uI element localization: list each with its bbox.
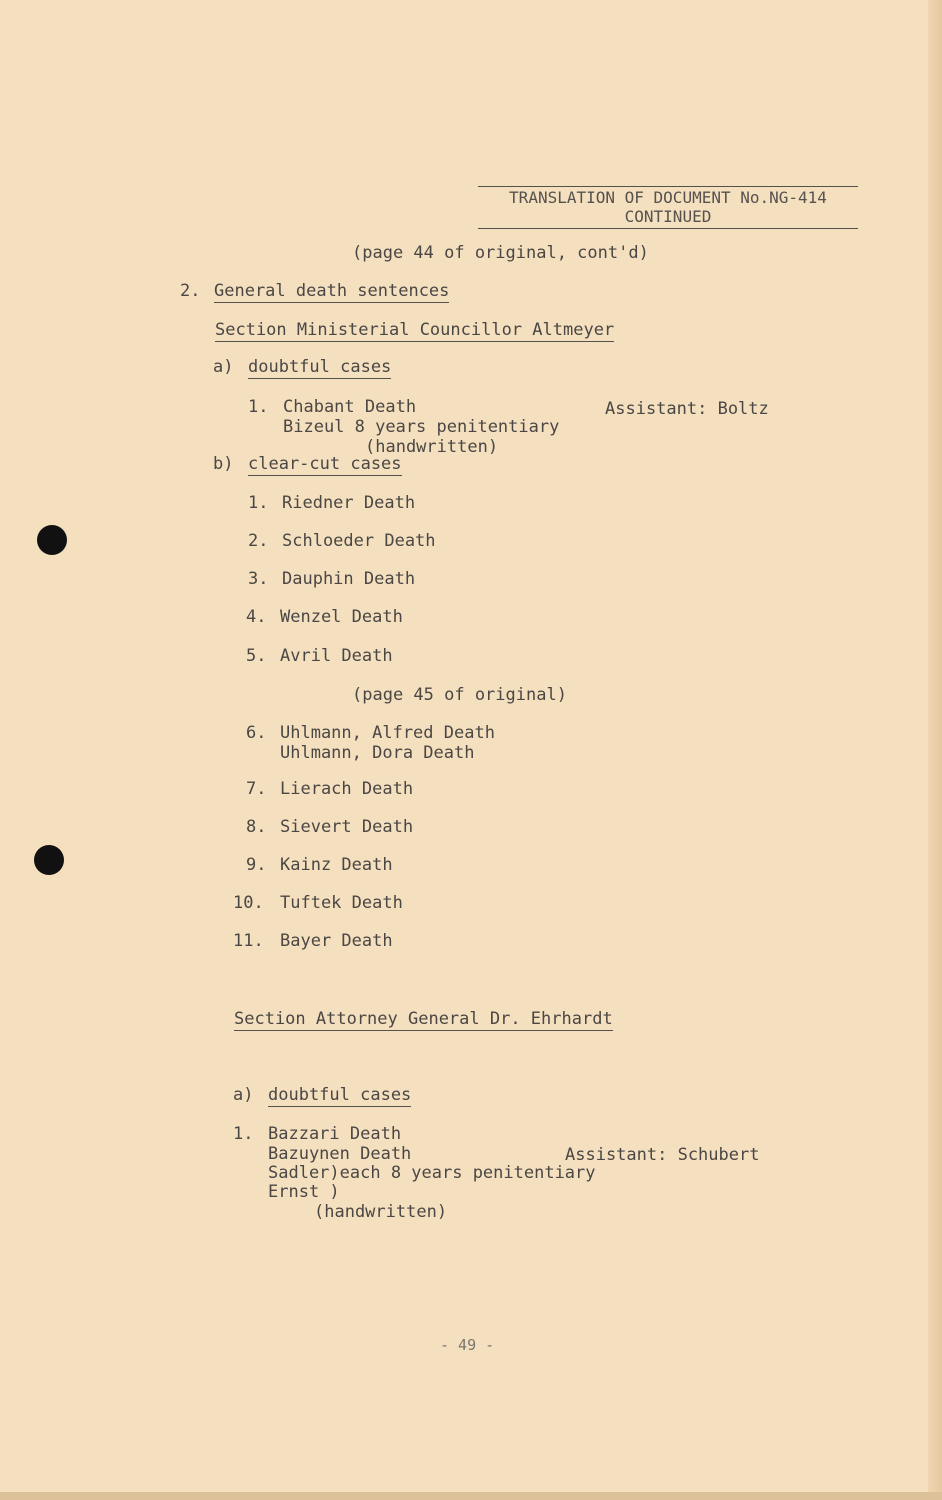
list-number: 5.	[246, 646, 267, 666]
list-number: 1.	[248, 493, 269, 513]
page-reference-44: (page 44 of original, cont'd)	[352, 243, 649, 263]
list-item: Sievert Death	[280, 817, 414, 837]
header-line-2: CONTINUED	[624, 207, 712, 226]
punch-hole-top	[37, 525, 67, 555]
section-title: General death sentences	[214, 281, 450, 301]
list-number: 7.	[246, 779, 267, 799]
list-number: 11.	[233, 931, 264, 951]
list-item: Sadler)each 8 years penitentiary	[268, 1163, 596, 1183]
handwritten-note: (handwritten)	[365, 437, 499, 457]
list-item: Bizeul 8 years penitentiary	[283, 417, 560, 437]
page-reference-45: (page 45 of original)	[352, 685, 567, 705]
doubtful-label: doubtful cases	[268, 1085, 412, 1105]
subsection-title: Section Ministerial Councillor Altmeyer	[215, 320, 615, 340]
list-number: 4.	[246, 607, 267, 627]
list-item: Bazzari Death	[268, 1124, 402, 1144]
section-number: 2.	[180, 281, 201, 301]
list-item: Riedner Death	[282, 493, 416, 513]
list-item: Schloeder Death	[282, 531, 436, 551]
list-number: 10.	[233, 893, 264, 913]
list-item: Uhlmann, Dora Death	[280, 743, 475, 763]
list-number: 3.	[248, 569, 269, 589]
paper-edge	[928, 0, 942, 1500]
list-number: 1.	[233, 1124, 254, 1144]
list-item: Bazuynen Death	[268, 1144, 412, 1164]
list-item: Lierach Death	[280, 779, 414, 799]
list-number: 1.	[248, 397, 269, 417]
list-item: Chabant Death	[283, 397, 417, 417]
list-item: Dauphin Death	[282, 569, 416, 589]
list-item: Wenzel Death	[280, 607, 403, 627]
clear-label: clear-cut cases	[248, 454, 402, 474]
header-rule-bottom	[478, 228, 858, 229]
list-number: 2.	[248, 531, 269, 551]
list-number: 9.	[246, 855, 267, 875]
list-item: Kainz Death	[280, 855, 393, 875]
section-ehrhardt-title: Section Attorney General Dr. Ehrhardt	[234, 1009, 613, 1029]
punch-hole-bottom	[34, 845, 64, 875]
list-item: Bayer Death	[280, 931, 393, 951]
page-number: - 49 -	[440, 1336, 495, 1354]
paper-edge-bottom	[0, 1492, 942, 1500]
doubtful-marker: a)	[233, 1085, 254, 1105]
header-rule-top	[478, 186, 858, 187]
doubtful-marker: a)	[213, 357, 234, 377]
header-line-1: TRANSLATION OF DOCUMENT No.NG-414	[509, 188, 827, 207]
list-item: Uhlmann, Alfred Death	[280, 723, 495, 743]
assistant-label: Assistant: Schubert	[565, 1145, 760, 1165]
assistant-label: Assistant: Boltz	[605, 399, 769, 419]
document-header	[478, 188, 858, 226]
doubtful-label: doubtful cases	[248, 357, 392, 377]
clear-marker: b)	[213, 454, 234, 474]
list-number: 6.	[246, 723, 267, 743]
list-item: Ernst )	[268, 1182, 340, 1202]
handwritten-note: (handwritten)	[314, 1202, 448, 1222]
list-number: 8.	[246, 817, 267, 837]
list-item: Avril Death	[280, 646, 393, 666]
list-item: Tuftek Death	[280, 893, 403, 913]
